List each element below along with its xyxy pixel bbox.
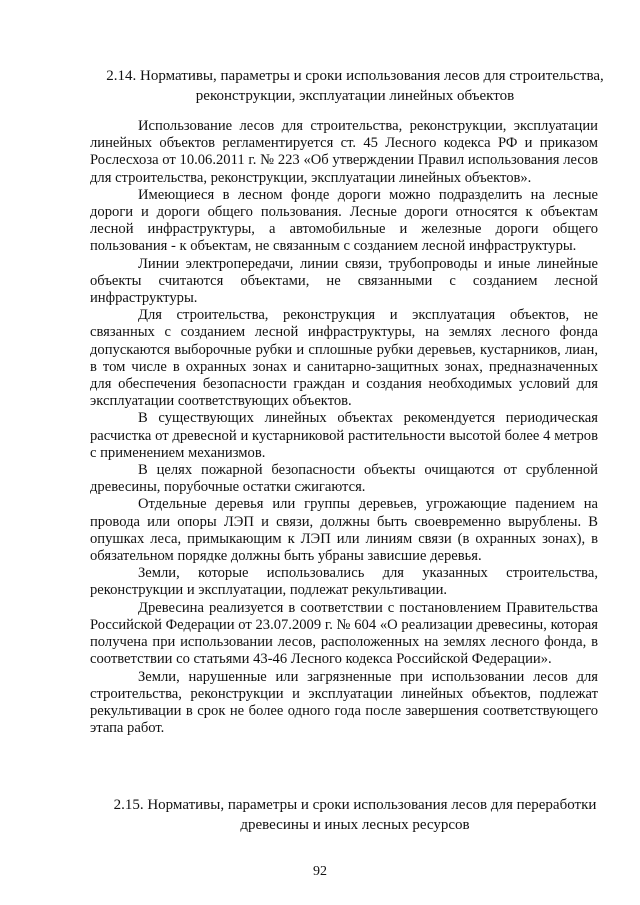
- paragraph: Имеющиеся в лесном фонде дороги можно подразделить на лесные дороги и дороги общего пользования. Лесные дороги относятся к объектам лесной инфраструктуры, а автомобильные и железные дороги общего пользования - к объектам, не связанным с созданием лесной инфраструктуры.: [90, 186, 598, 255]
- paragraph: Отдельные деревья или группы деревьев, угрожающие падением на провода или опоры ЛЭП и связи, должны быть своевременно вырублены. В опушках леса, примыкающим к ЛЭП или линиям связи (в охранных зонах), в обязательном порядке должны быть убраны зависшие деревья.: [90, 496, 598, 565]
- paragraph: Земли, нарушенные или загрязненные при использовании лесов для строительства, реконструкции и эксплуатации линейных объектов, подлежат рекультивации в срок не более одного года после завершения соответствующего этапа работ.: [90, 668, 598, 737]
- paragraph: В существующих линейных объектах рекомендуется периодическая расчистка от древесной и кустарниковой растительности высотой более 4 метров с применением механизмов.: [90, 410, 598, 461]
- section-heading-2-15: 2.15. Нормативы, параметры и сроки использования лесов для переработки древесины и иных лесных ресурсов: [113, 797, 597, 833]
- paragraph: В целях пожарной безопасности объекты очищаются от срубленной древесины, порубочные остатки сжигаются.: [90, 462, 598, 496]
- section-heading-2-14: 2.14. Нормативы, параметры и сроки использования лесов для строительства, реконструкции, эксплуатации линейных объектов: [106, 68, 604, 104]
- paragraph: Древесина реализуется в соответствии с постановлением Правительства Российской Федерации от 23.07.2009 г. № 604 «О реализации древесины, которая получена при использовании лесов, расположенных на землях лесного фонда, в соответствии со статьями 43-46 Лесного кодекса Российской Федерации».: [90, 599, 598, 668]
- paragraph: Линии электропередачи, линии связи, трубопроводы и иные линейные объекты считаются объектами, не связанными с созданием лесной инфраструктуры.: [90, 255, 598, 307]
- paragraph: Использование лесов для строительства, реконструкции, эксплуатации линейных объектов регламентируется ст. 45 Лесного кодекса РФ и приказом Рослесхоза от 10.06.2011 г. № 223 «Об утверждении Правил использования лесов для строительства, реконструкции, эксплуатации линейных объектов».: [90, 118, 598, 186]
- page-number: 92: [313, 864, 327, 879]
- section-body: [90, 118, 598, 737]
- paragraph: Земли, которые использовались для указанных строительства, реконструкции и эксплуатации, подлежат рекультивации.: [90, 565, 598, 599]
- paragraph: Для строительства, реконструкция и эксплуатация объектов, не связанных с созданием лесной инфраструктуры, на землях лесного фонда допускаются выборочные рубки и сплошные рубки деревьев, кустарников, лиан, в том числе в охранных зонах и санитарно-защитных зонах, предназначенных для обеспечения безопасности граждан и создания необходимых условий для эксплуатации соответствующих объектов.: [90, 307, 598, 410]
